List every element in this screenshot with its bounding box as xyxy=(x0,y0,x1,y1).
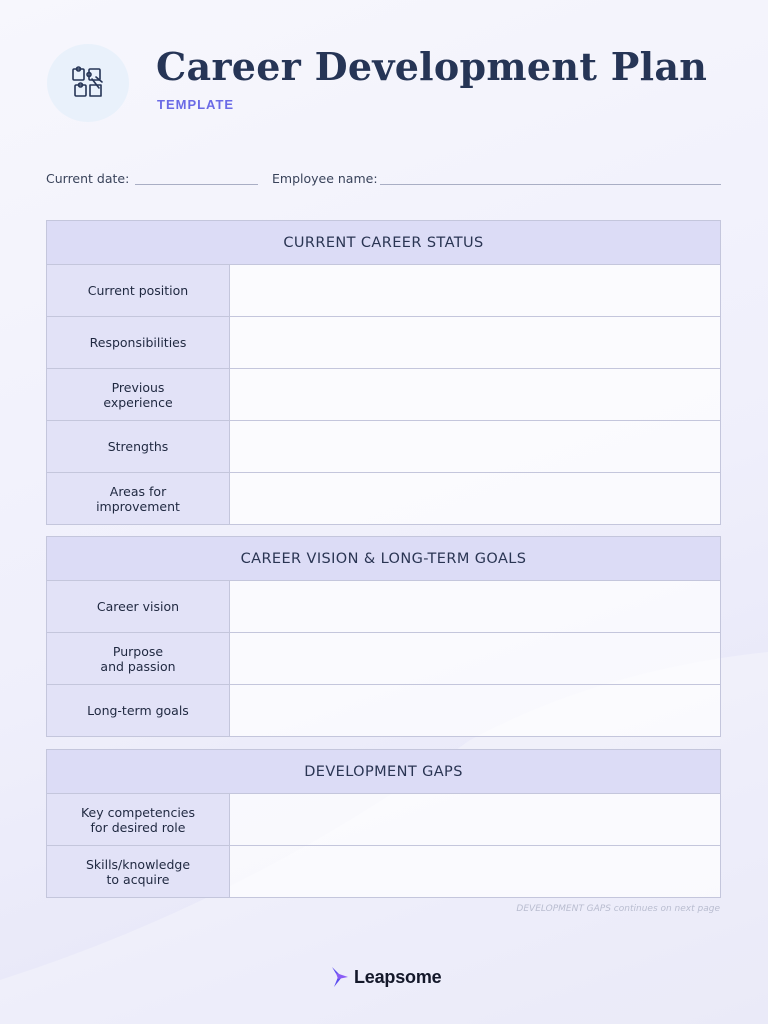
row-value-field[interactable] xyxy=(230,685,720,736)
table-row xyxy=(47,316,720,368)
brand-name: Leapsome xyxy=(354,966,442,987)
table-row xyxy=(47,420,720,472)
employee-name-field[interactable] xyxy=(380,184,721,185)
section-career-vision xyxy=(46,536,721,737)
row-value-field[interactable] xyxy=(230,581,720,632)
row-label: Previous experience xyxy=(47,369,230,420)
section-header: DEVELOPMENT GAPS xyxy=(47,750,720,794)
puzzle-pieces-icon xyxy=(68,63,108,103)
row-value-field[interactable] xyxy=(230,317,720,368)
current-date-field[interactable] xyxy=(135,184,258,185)
row-label: Current position xyxy=(47,265,230,316)
table-row xyxy=(47,632,720,684)
row-label: Strengths xyxy=(47,421,230,472)
row-label: Long-term goals xyxy=(47,685,230,736)
row-value-field[interactable] xyxy=(230,265,720,316)
row-value-field[interactable] xyxy=(230,846,720,897)
section-current-career-status xyxy=(46,220,721,525)
section-development-gaps xyxy=(46,749,721,898)
row-label: Skills/knowledge to acquire xyxy=(47,846,230,897)
table-row xyxy=(47,472,720,524)
row-label: Career vision xyxy=(47,581,230,632)
row-value-field[interactable] xyxy=(230,794,720,845)
page-subtitle: TEMPLATE xyxy=(157,97,235,112)
current-date-label: Current date: xyxy=(46,171,130,186)
row-label: Areas for improvement xyxy=(47,473,230,524)
table-row xyxy=(47,368,720,420)
row-value-field[interactable] xyxy=(230,421,720,472)
table-row xyxy=(47,581,720,632)
row-label: Responsibilities xyxy=(47,317,230,368)
table-row xyxy=(47,794,720,845)
leapsome-bird-logo-icon xyxy=(330,966,350,988)
row-label: Key competencies for desired role xyxy=(47,794,230,845)
table-row xyxy=(47,265,720,316)
row-label: Purpose and passion xyxy=(47,633,230,684)
section-header: CAREER VISION & LONG-TERM GOALS xyxy=(47,537,720,581)
table-row xyxy=(47,684,720,736)
row-value-field[interactable] xyxy=(230,369,720,420)
brand-footer xyxy=(330,966,441,988)
puzzle-pieces-icon-badge xyxy=(47,44,129,122)
employee-name-label: Employee name: xyxy=(272,171,378,186)
continues-note: DEVELOPMENT GAPS continues on next page xyxy=(516,904,720,914)
table-row xyxy=(47,845,720,897)
row-value-field[interactable] xyxy=(230,473,720,524)
row-value-field[interactable] xyxy=(230,633,720,684)
page-title: Career Development Plan xyxy=(156,44,708,89)
section-header: CURRENT CAREER STATUS xyxy=(47,221,720,265)
